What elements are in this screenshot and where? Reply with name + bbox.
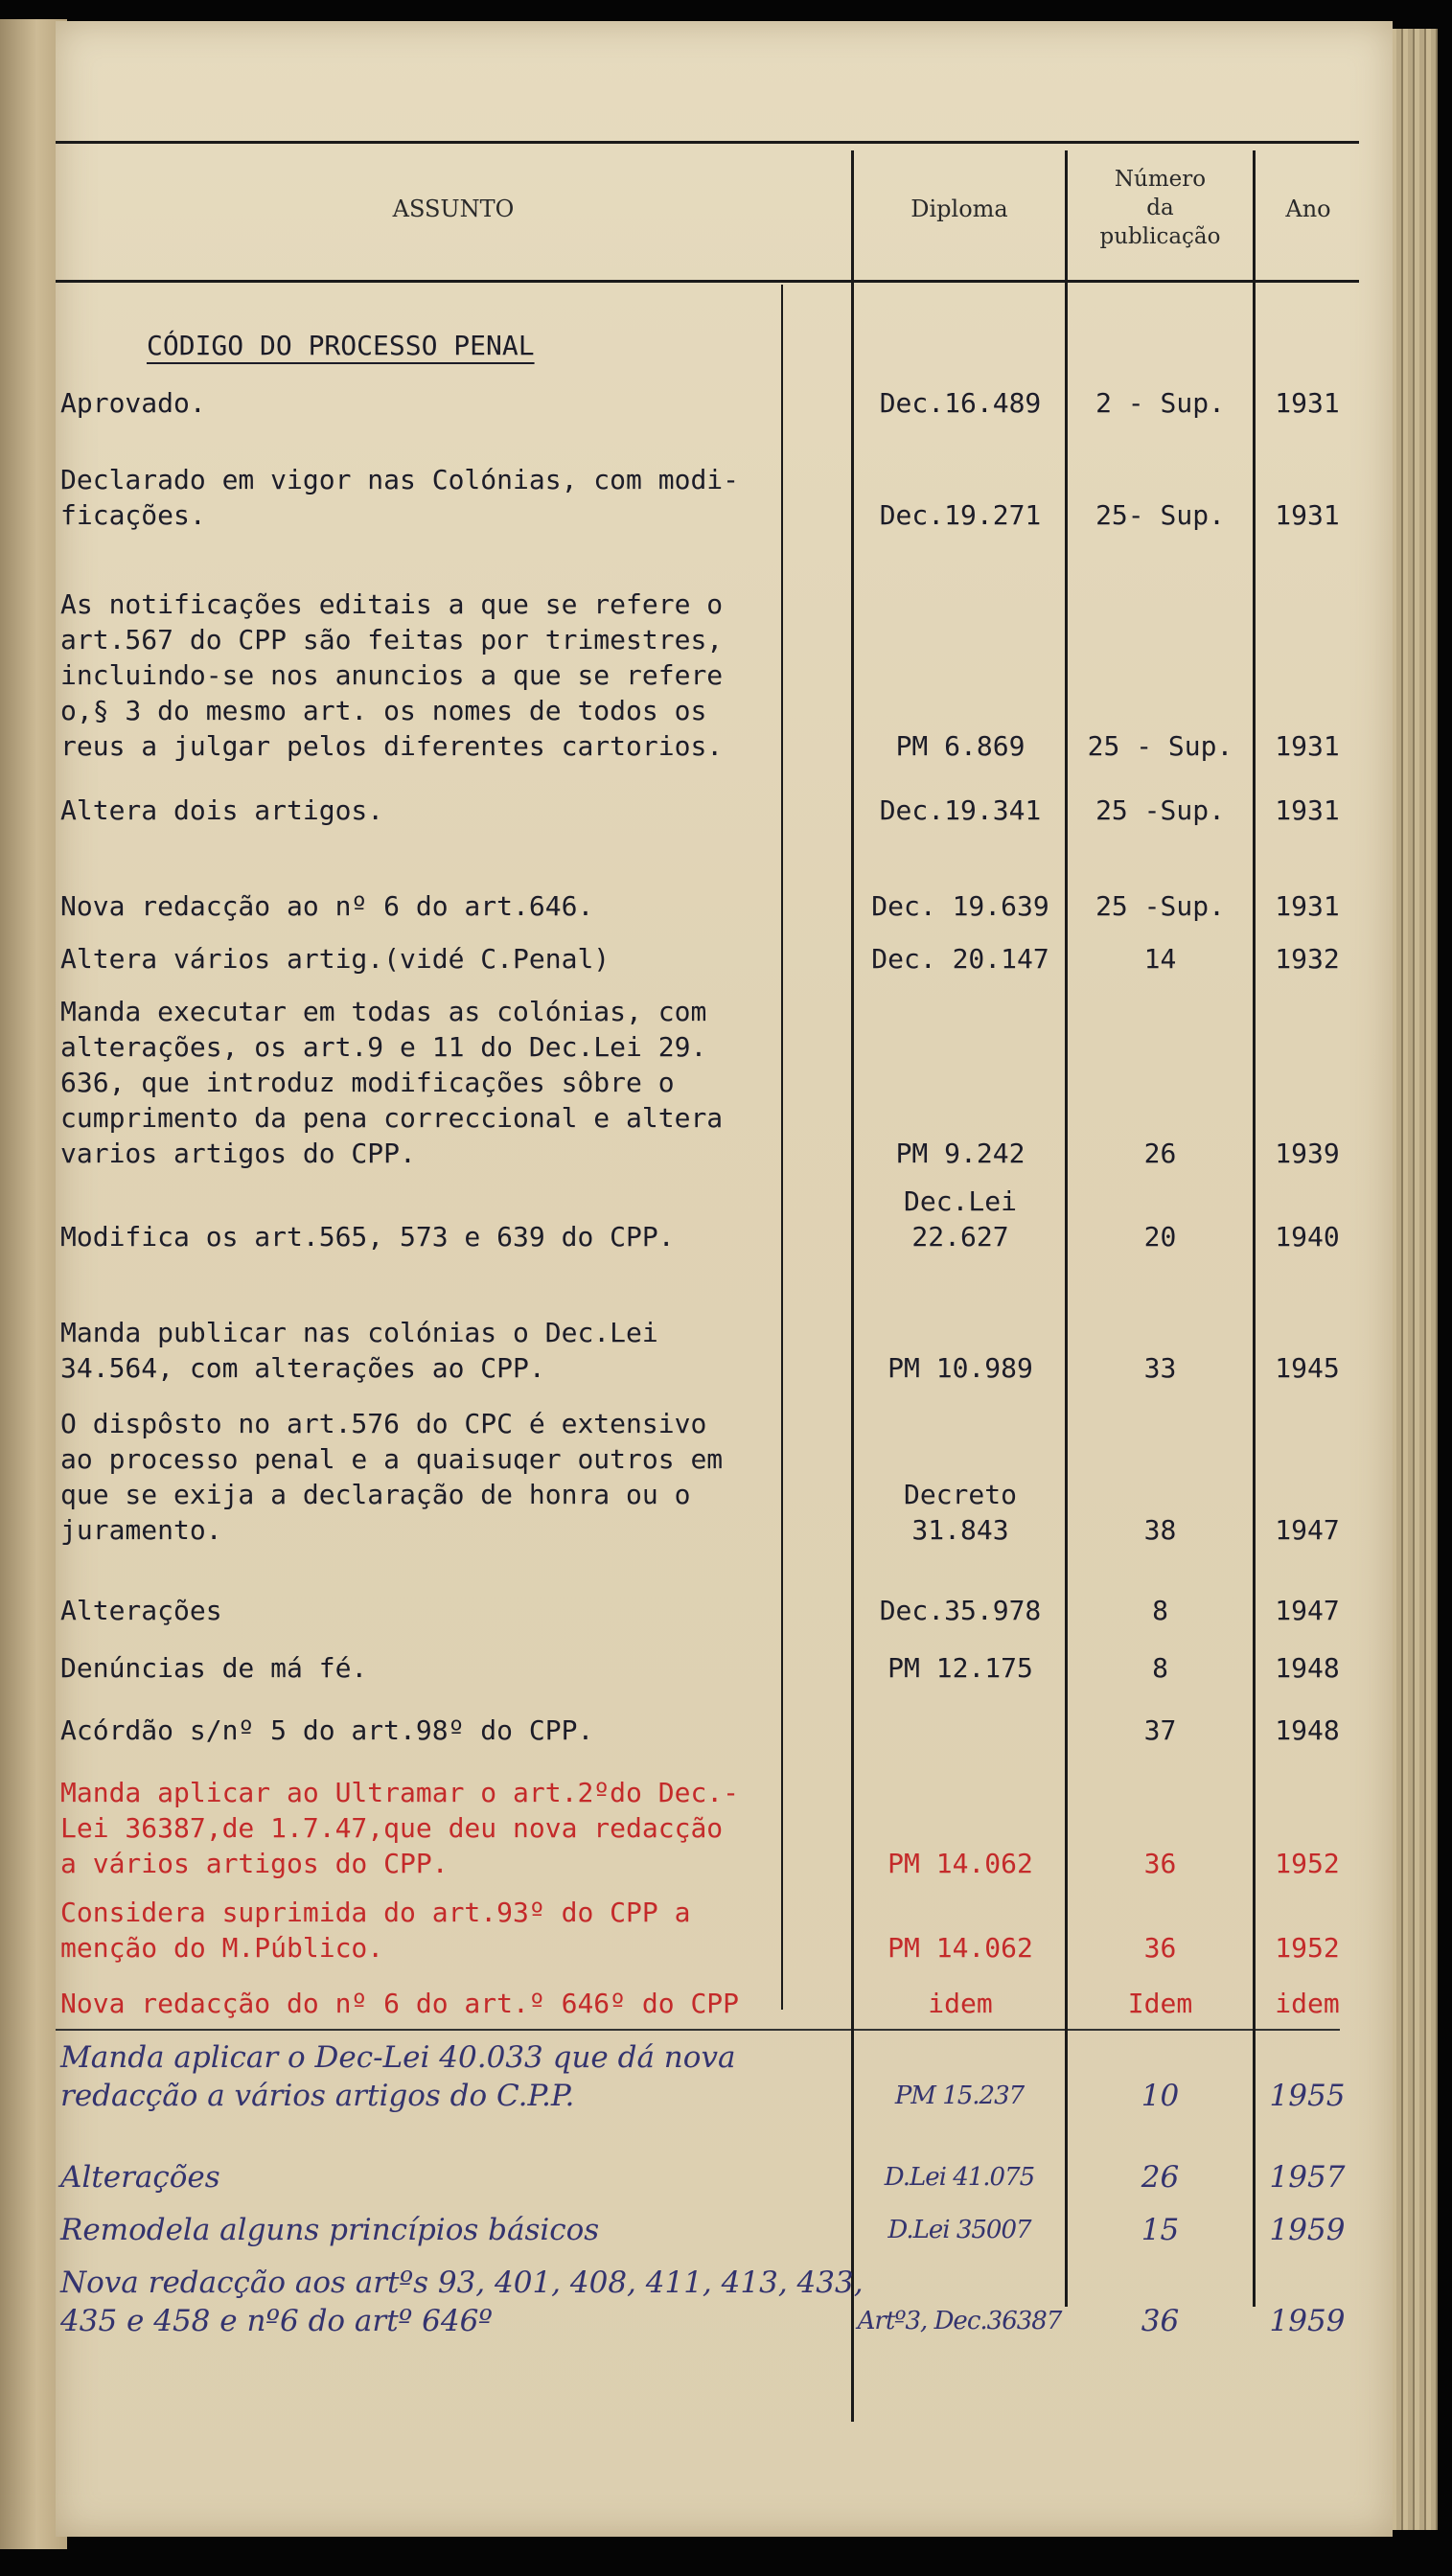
entry-numero: 36 <box>1141 2304 1180 2338</box>
entry-diploma: D.Lei 35007 <box>887 2216 1031 2244</box>
entry-numero: 8 <box>1152 1652 1168 1684</box>
entry-assunto-line: Alterações <box>60 1595 222 1626</box>
entry-diploma: 22.627 <box>911 1221 1009 1253</box>
entry-assunto-line: Lei 36387,de 1.7.47,que deu nova redacção <box>60 1812 724 1844</box>
entry-ano: 1947 <box>1275 1514 1340 1546</box>
entry-numero: 26 <box>1143 1138 1177 1169</box>
entry-assunto-line: o,§ 3 do mesmo art. os nomes de todos os <box>60 695 707 726</box>
entry-ano: 1932 <box>1275 943 1340 975</box>
entry-diploma: Dec. 20.147 <box>871 943 1049 975</box>
entry-assunto-line: varios artigos do CPP. <box>60 1138 416 1169</box>
header-numero-l1: Número <box>1114 167 1207 192</box>
entry-ano: 1952 <box>1275 1848 1340 1879</box>
entry-assunto-line: O dispôsto no art.576 do CPC é extensivo <box>60 1408 707 1439</box>
entry-ano: 1952 <box>1275 1932 1340 1964</box>
entry-numero: 26 <box>1141 2160 1180 2195</box>
entry-ano: 1945 <box>1275 1352 1340 1384</box>
entry-assunto-line: Nova redacção aos artºs 93, 401, 408, 411, 413, 433, <box>60 2266 864 2300</box>
entry-diploma: Artº3, Dec.36387 <box>857 2307 1062 2335</box>
header-diploma: Diploma <box>910 196 1008 222</box>
entry-numero: 37 <box>1143 1714 1177 1746</box>
top-rule <box>56 141 1359 144</box>
entry-assunto-line: reus a julgar pelos diferentes cartorios. <box>60 730 724 762</box>
entry-ano: 1939 <box>1275 1138 1340 1169</box>
entry-assunto-line: Considera suprimida do art.93º do CPP a <box>60 1897 691 1928</box>
entry-diploma: Dec. 19.639 <box>871 890 1049 922</box>
entry-assunto-line: menção do M.Público. <box>60 1932 384 1964</box>
entry-assunto-line: Manda aplicar ao Ultramar o art.2ºdo Dec.- <box>60 1777 740 1808</box>
entry-diploma: Dec.19.271 <box>879 499 1042 531</box>
entry-assunto-line: a vários artigos do CPP. <box>60 1848 449 1879</box>
entry-diploma: Dec.19.341 <box>879 794 1042 826</box>
entry-ano: 1959 <box>1269 2304 1346 2338</box>
entry-ano: 1931 <box>1275 794 1340 826</box>
entry-assunto-line: Alterações <box>60 2160 220 2195</box>
entry-diploma: 31.843 <box>911 1514 1009 1546</box>
entry-assunto-line: Nova redacção do nº 6 do art.º 646º do CPP <box>60 1988 740 2019</box>
header-ano: Ano <box>1285 196 1331 222</box>
entry-ano: 1931 <box>1275 387 1340 419</box>
entry-diploma: PM 12.175 <box>887 1652 1033 1684</box>
entry-ano: 1931 <box>1275 730 1340 762</box>
entry-assunto-line: redacção a vários artigos do C.P.P. <box>60 2079 575 2113</box>
entry-numero: 33 <box>1143 1352 1177 1384</box>
entry-assunto-line: Remodela alguns princípios básicos <box>60 2213 600 2247</box>
entry-ano: 1931 <box>1275 499 1340 531</box>
entry-assunto-line: 435 e 458 e nº6 do artº 646º <box>60 2304 493 2338</box>
col-divider-inner <box>781 285 783 2010</box>
entry-assunto-line: 34.564, com alterações ao CPP. <box>60 1352 545 1384</box>
section-title: CÓDIGO DO PROCESSO PENAL <box>147 330 535 361</box>
entry-numero: 36 <box>1143 1848 1177 1879</box>
entry-assunto-line: Altera vários artig.(vidé C.Penal) <box>60 943 611 975</box>
entry-ano: 1948 <box>1275 1714 1340 1746</box>
entry-diploma: PM 10.989 <box>887 1352 1033 1384</box>
header-rule <box>56 280 1359 283</box>
entry-ano: 1959 <box>1269 2213 1346 2247</box>
entry-assunto-line: Acórdão s/nº 5 do art.98º do CPP. <box>60 1714 594 1746</box>
entry-diploma: PM 14.062 <box>887 1932 1033 1964</box>
entry-diploma: PM 15.237 <box>894 2082 1025 2110</box>
header-assunto: ASSUNTO <box>392 196 515 222</box>
entry-diploma: Dec.35.978 <box>879 1595 1042 1626</box>
entry-ano: 1931 <box>1275 890 1340 922</box>
entry-numero: 36 <box>1143 1932 1177 1964</box>
entry-numero: 25 - Sup. <box>1087 730 1233 762</box>
entry-numero: 25 -Sup. <box>1095 794 1225 826</box>
entry-assunto-line: juramento. <box>60 1514 222 1546</box>
entry-numero: 8 <box>1152 1595 1168 1626</box>
entry-assunto-line: alterações, os art.9 e 11 do Dec.Lei 29. <box>60 1031 707 1063</box>
entry-assunto-line: Denúncias de má fé. <box>60 1652 368 1684</box>
entry-assunto-line: Manda publicar nas colónias o Dec.Lei <box>60 1317 658 1348</box>
header-numero-l3: publicação <box>1099 224 1221 249</box>
entry-numero: Idem <box>1127 1988 1193 2019</box>
ledger-page <box>56 21 1393 2537</box>
entry-diploma: Dec.Lei <box>903 1185 1017 1217</box>
entry-ano: 1940 <box>1275 1221 1340 1253</box>
entry-ano: 1948 <box>1275 1652 1340 1684</box>
entry-ano: 1955 <box>1269 2079 1346 2113</box>
entry-ano: idem <box>1275 1988 1340 2019</box>
entry-assunto-line: ao processo penal e a quaisuqer outros em <box>60 1443 724 1475</box>
entry-numero: 2 - Sup. <box>1095 387 1225 419</box>
entry-assunto-line: ficações. <box>60 499 206 531</box>
entry-numero: 25- Sup. <box>1095 499 1225 531</box>
entry-assunto-line: que se exija a declaração de honra ou o <box>60 1479 691 1510</box>
handwritten-divider <box>56 2029 1340 2031</box>
entry-numero: 14 <box>1143 943 1177 975</box>
entry-assunto-line: art.567 do CPP são feitas por trimestres, <box>60 624 724 656</box>
entry-diploma: Decreto <box>903 1479 1017 1510</box>
entry-assunto-line: Altera dois artigos. <box>60 794 384 826</box>
entry-numero: 20 <box>1143 1221 1177 1253</box>
entry-numero: 25 -Sup. <box>1095 890 1225 922</box>
entry-assunto-line: 636, que introduz modificações sôbre o <box>60 1067 675 1098</box>
entry-assunto-line: incluindo-se nos anuncios a que se refere <box>60 659 724 691</box>
header-numero <box>1068 165 1253 251</box>
header-numero-l2: da <box>1146 196 1174 220</box>
entry-ano: 1947 <box>1275 1595 1340 1626</box>
entry-diploma: PM 6.869 <box>895 730 1026 762</box>
entry-diploma: PM 9.242 <box>895 1138 1026 1169</box>
entry-assunto-line: As notificações editais a que se refere o <box>60 588 724 620</box>
page-stack-edges <box>1385 29 1438 2530</box>
entry-assunto-line: Modifica os art.565, 573 e 639 do CPP. <box>60 1221 675 1253</box>
entry-diploma: PM 14.062 <box>887 1848 1033 1879</box>
entry-numero: 10 <box>1141 2079 1180 2113</box>
entry-assunto-line: Nova redacção ao nº 6 do art.646. <box>60 890 594 922</box>
entry-assunto-line: Manda executar em todas as colónias, com <box>60 996 707 1027</box>
entry-ano: 1957 <box>1269 2160 1346 2195</box>
entry-numero: 15 <box>1141 2213 1180 2247</box>
entry-assunto-line: cumprimento da pena correccional e altera <box>60 1102 724 1134</box>
entry-assunto-line: Aprovado. <box>60 387 206 419</box>
entry-diploma: D.Lei 41.075 <box>884 2163 1035 2192</box>
entry-diploma: Dec.16.489 <box>879 387 1042 419</box>
entry-assunto-line: Manda aplicar o Dec-Lei 40.033 que dá nova <box>60 2040 736 2075</box>
entry-numero: 38 <box>1143 1514 1177 1546</box>
entry-assunto-line: Declarado em vigor nas Colónias, com modi- <box>60 464 740 495</box>
entry-diploma: idem <box>928 1988 993 2019</box>
